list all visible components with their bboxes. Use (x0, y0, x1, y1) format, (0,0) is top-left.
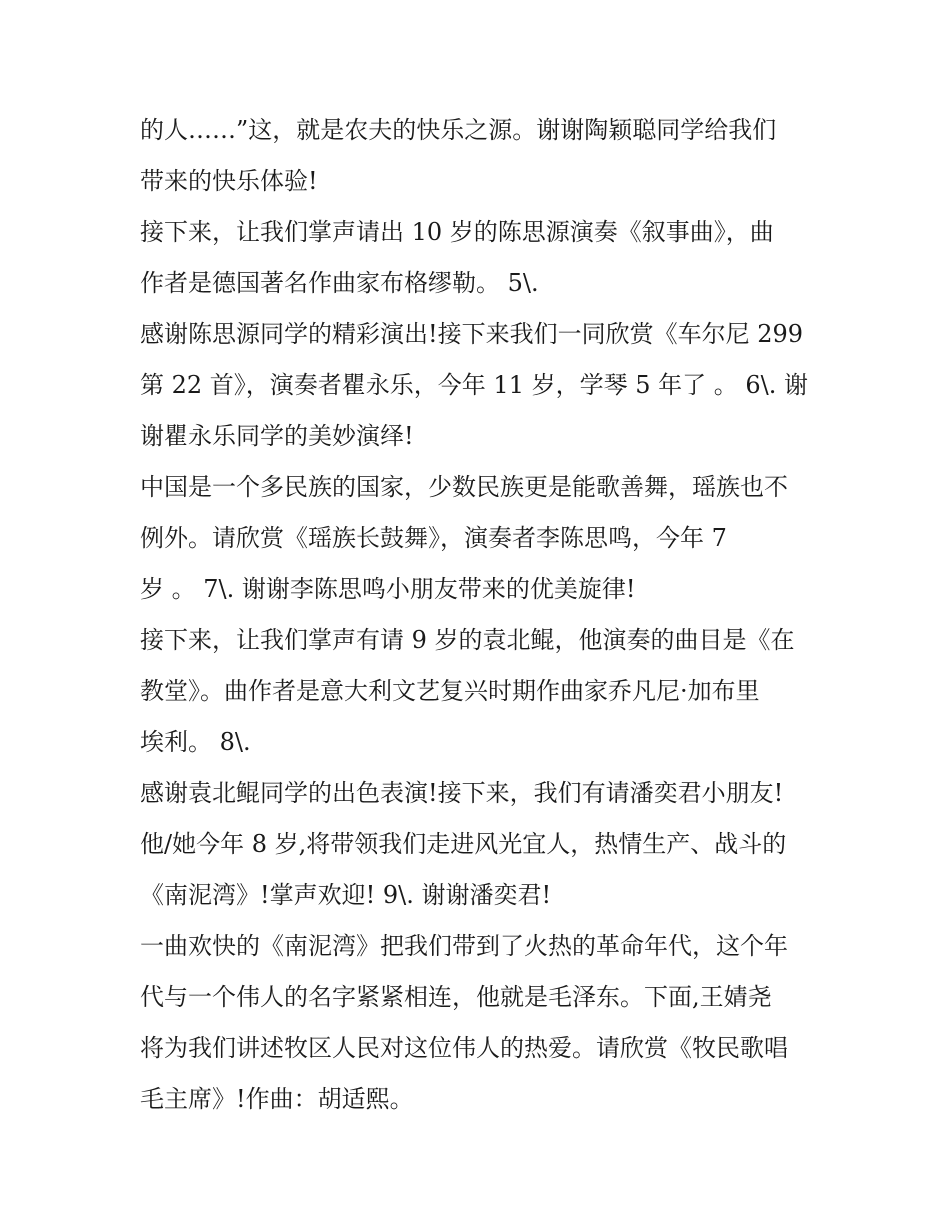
text-line: 第 22 首》，演奏者瞿永乐，今年 11 岁，学琴 5 年了 。 6\. 谢 (140, 371, 808, 399)
text-line: 接下来，让我们掌声有请 9 岁的袁北鲲，他演奏的曲目是《在 (140, 626, 795, 654)
text-line: 《南泥湾》!掌声欢迎! 9\. 谢谢潘奕君! (140, 881, 552, 909)
text-line: 教堂》。曲作者是意大利文艺复兴时期作曲家乔凡尼·加布里 (140, 677, 760, 705)
text-line: 接下来，让我们掌声请出 10 岁的陈思源演奏《叙事曲》，曲 (140, 218, 774, 246)
text-line: 将为我们讲述牧区人民对这位伟人的热爱。请欣赏《牧民歌唱 (140, 1034, 788, 1062)
text-line: 谢瞿永乐同学的美妙演绎! (140, 422, 414, 450)
text-line: 例外。请欣赏《瑶族长鼓舞》，演奏者李陈思鸣，今年 7 (140, 524, 727, 552)
text-line: 作者是德国著名作曲家布格缪勒。 5\. (140, 269, 539, 297)
text-line: 感谢陈思源同学的精彩演出!接下来我们一同欣赏《车尔尼 299 (140, 320, 804, 348)
text-line: 他/她今年 8 岁,将带领我们走进风光宜人，热情生产、战斗的 (140, 830, 787, 858)
text-line: 埃利。 8\. (140, 728, 251, 756)
text-line: 感谢袁北鲲同学的出色表演!接下来，我们有请潘奕君小朋友! (140, 779, 784, 807)
text-line: 一曲欢快的《南泥湾》把我们带到了火热的革命年代，这个年 (140, 932, 788, 960)
document-body (140, 105, 830, 1125)
text-line: 带来的快乐体验! (140, 167, 318, 195)
text-line: 代与一个伟人的名字紧紧相连，他就是毛泽东。下面,王婧尧 (140, 983, 772, 1011)
text-line: 的人……”这，就是农夫的快乐之源。谢谢陶颖聪同学给我们 (140, 116, 777, 144)
text-line: 中国是一个多民族的国家，少数民族更是能歌善舞，瑶族也不 (140, 473, 788, 501)
text-line: 岁 。 7\. 谢谢李陈思鸣小朋友带来的优美旋律! (140, 575, 636, 603)
text-line: 毛主席》!作曲：胡适熙。 (140, 1085, 414, 1113)
